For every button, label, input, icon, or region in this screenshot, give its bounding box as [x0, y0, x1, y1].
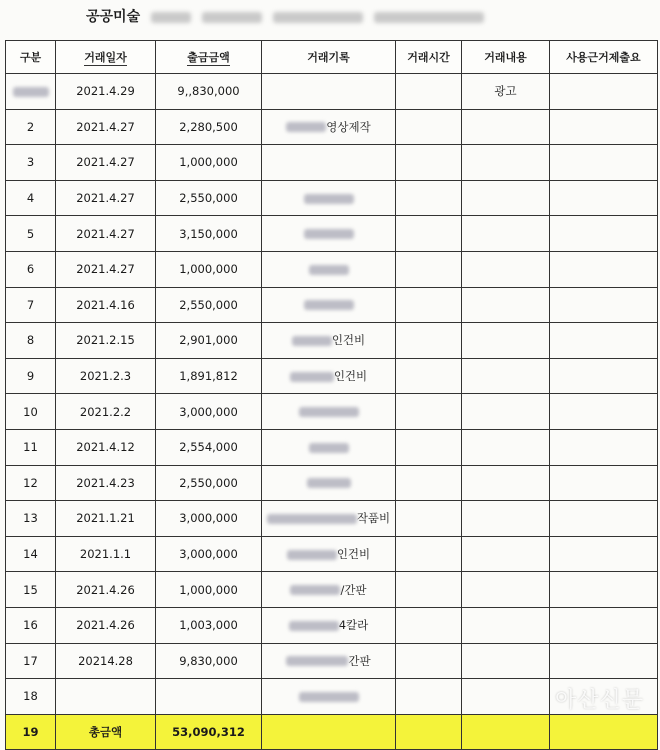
date-text: 2021.4.23	[76, 475, 135, 490]
total-empty-cell	[550, 714, 658, 750]
record-text: 작품비	[356, 511, 391, 526]
date-text: 2021.4.27	[76, 155, 135, 170]
cell-date	[56, 572, 156, 608]
cell-content	[462, 501, 550, 537]
redacted-value	[304, 300, 354, 310]
date-text: 2021.4.12	[76, 440, 135, 455]
no-text: 2	[26, 119, 35, 134]
cell-no	[6, 74, 56, 110]
header-date: 거래일자	[56, 41, 156, 74]
header-no: 구분	[6, 41, 56, 74]
no-text: 16	[23, 618, 38, 633]
cell-date	[56, 465, 156, 501]
amount-text: 9,,830,000	[177, 84, 240, 99]
cell-record	[262, 536, 396, 572]
cell-record	[262, 323, 396, 359]
cell-amount	[156, 429, 262, 465]
cell-amount	[156, 643, 262, 679]
table-row	[6, 145, 658, 181]
amount-text: 3,000,000	[179, 547, 238, 562]
cell-basis	[550, 394, 658, 430]
cell-date	[56, 429, 156, 465]
redacted-title-part	[374, 12, 484, 23]
content-text: 광고	[494, 84, 517, 99]
redacted-value	[299, 407, 359, 417]
amount-text: 3,000,000	[179, 404, 238, 419]
cell-date	[56, 536, 156, 572]
cell-record	[262, 501, 396, 537]
amount-text: 2,550,000	[179, 191, 238, 206]
cell-record	[262, 74, 396, 110]
cell-basis	[550, 358, 658, 394]
expense-ledger-table	[5, 40, 658, 750]
cell-date	[56, 679, 156, 715]
watermark: 아산신문	[554, 688, 644, 713]
redacted-value	[13, 87, 49, 97]
cell-basis	[550, 572, 658, 608]
record-text: /간판	[340, 582, 367, 597]
table-row	[6, 323, 658, 359]
amount-text: 3,150,000	[179, 226, 238, 241]
cell-date	[56, 145, 156, 181]
cell-amount	[156, 394, 262, 430]
date-text: 2021.4.26	[76, 582, 135, 597]
no-text: 4	[26, 191, 35, 206]
cell-record	[262, 572, 396, 608]
header-record: 거래기록	[262, 41, 396, 74]
cell-time	[396, 145, 462, 181]
cell-time	[396, 74, 462, 110]
cell-no	[6, 180, 56, 216]
table-row	[6, 74, 658, 110]
redacted-value	[289, 621, 339, 631]
cell-no	[6, 501, 56, 537]
cell-no	[6, 109, 56, 145]
header-content: 거래내용	[462, 41, 550, 74]
redacted-title-part	[151, 12, 191, 23]
table-row	[6, 216, 658, 252]
date-text: 2021.4.27	[76, 119, 135, 134]
cell-time	[396, 679, 462, 715]
header-row	[6, 41, 658, 74]
cell-time	[396, 216, 462, 252]
cell-time	[396, 643, 462, 679]
cell-amount	[156, 287, 262, 323]
cell-content	[462, 180, 550, 216]
cell-amount	[156, 572, 262, 608]
cell-record	[262, 394, 396, 430]
cell-basis	[550, 429, 658, 465]
cell-date	[56, 358, 156, 394]
no-text: 9	[26, 369, 35, 384]
redacted-value	[286, 656, 348, 666]
cell-no	[6, 572, 56, 608]
cell-date	[56, 216, 156, 252]
table-row	[6, 643, 658, 679]
total-empty-cell	[396, 714, 462, 750]
redacted-value	[287, 550, 337, 560]
record-text: 인건비	[333, 369, 368, 384]
cell-record	[262, 465, 396, 501]
no-text: 10	[23, 404, 38, 419]
amount-text: 2,550,000	[179, 475, 238, 490]
redacted-title-part	[202, 12, 262, 23]
cell-record	[262, 287, 396, 323]
total-amount: 53,090,312	[156, 714, 262, 750]
cell-content	[462, 643, 550, 679]
cell-record	[262, 109, 396, 145]
table-row	[6, 394, 658, 430]
amount-text: 2,280,500	[179, 119, 238, 134]
amount-text: 1,000,000	[179, 155, 238, 170]
cell-content	[462, 251, 550, 287]
record-text: 4칼라	[338, 618, 369, 633]
cell-no	[6, 679, 56, 715]
cell-no	[6, 216, 56, 252]
no-text: 6	[26, 262, 35, 277]
amount-text: 2,901,000	[179, 333, 238, 348]
cell-amount	[156, 323, 262, 359]
date-text: 2021.4.29	[76, 84, 135, 99]
cell-time	[396, 287, 462, 323]
redacted-title-part	[273, 12, 363, 23]
cell-basis	[550, 501, 658, 537]
amount-text: 3,000,000	[179, 511, 238, 526]
header-amount: 출금금액	[156, 41, 262, 74]
redacted-value	[267, 514, 357, 524]
cell-time	[396, 429, 462, 465]
cell-basis	[550, 74, 658, 110]
cell-date	[56, 180, 156, 216]
cell-record	[262, 607, 396, 643]
cell-content	[462, 607, 550, 643]
cell-amount	[156, 251, 262, 287]
cell-content	[462, 358, 550, 394]
cell-amount	[156, 145, 262, 181]
table-row	[6, 607, 658, 643]
cell-no	[6, 643, 56, 679]
amount-text: 9,830,000	[179, 653, 238, 668]
total-empty-cell	[262, 714, 396, 750]
table-row	[6, 109, 658, 145]
cell-time	[396, 607, 462, 643]
no-text: 11	[23, 440, 38, 455]
cell-amount	[156, 607, 262, 643]
no-text: 18	[23, 689, 38, 704]
cell-basis	[550, 180, 658, 216]
date-text: 2021.4.16	[76, 297, 135, 312]
cell-time	[396, 358, 462, 394]
cell-amount	[156, 679, 262, 715]
no-text: 12	[23, 475, 38, 490]
table-row	[6, 429, 658, 465]
table-row	[6, 536, 658, 572]
ledger-body	[6, 74, 658, 750]
cell-no	[6, 465, 56, 501]
no-text: 7	[26, 297, 35, 312]
cell-time	[396, 394, 462, 430]
cell-basis	[550, 607, 658, 643]
redacted-value	[304, 194, 354, 204]
cell-no	[6, 145, 56, 181]
cell-content	[462, 536, 550, 572]
amount-text: 2,550,000	[179, 297, 238, 312]
amount-text: 1,003,000	[179, 618, 238, 633]
cell-date	[56, 251, 156, 287]
cell-content	[462, 109, 550, 145]
cell-time	[396, 109, 462, 145]
cell-date	[56, 323, 156, 359]
header-basis: 사용근거제출요	[550, 41, 658, 74]
amount-text: 1,000,000	[179, 262, 238, 277]
date-text: 2021.2.3	[79, 369, 132, 384]
cell-time	[396, 465, 462, 501]
date-text: 2021.4.27	[76, 191, 135, 206]
table-row	[6, 251, 658, 287]
cell-content	[462, 465, 550, 501]
cell-record	[262, 679, 396, 715]
redacted-value	[309, 443, 349, 453]
redacted-value	[286, 122, 326, 132]
cell-content	[462, 394, 550, 430]
cell-basis	[550, 465, 658, 501]
cell-record	[262, 251, 396, 287]
date-text: 2021.4.26	[76, 618, 135, 633]
cell-amount	[156, 216, 262, 252]
date-text: 2021.2.15	[76, 333, 135, 348]
cell-basis	[550, 251, 658, 287]
cell-no	[6, 287, 56, 323]
redacted-value	[309, 265, 349, 275]
cell-no	[6, 323, 56, 359]
cell-basis	[550, 287, 658, 323]
cell-record	[262, 180, 396, 216]
cell-no	[6, 429, 56, 465]
record-text: 인건비	[336, 547, 371, 562]
cell-content	[462, 572, 550, 608]
amount-text: 1,000,000	[179, 582, 238, 597]
cell-basis	[550, 109, 658, 145]
cell-content	[462, 216, 550, 252]
amount-text: 1,891,812	[179, 369, 238, 384]
table-row	[6, 572, 658, 608]
cell-basis	[550, 323, 658, 359]
cell-content	[462, 323, 550, 359]
date-text: 20214.28	[78, 653, 133, 668]
cell-record	[262, 429, 396, 465]
cell-no	[6, 536, 56, 572]
redacted-value	[304, 229, 354, 239]
date-text: 2021.4.27	[76, 262, 135, 277]
redacted-value	[290, 585, 340, 595]
cell-date	[56, 607, 156, 643]
total-empty-cell	[462, 714, 550, 750]
cell-basis	[550, 536, 658, 572]
total-no: 19	[6, 714, 56, 750]
document-title	[86, 6, 484, 28]
header-time: 거래시간	[396, 41, 462, 74]
no-text: 17	[23, 653, 38, 668]
cell-date	[56, 74, 156, 110]
cell-date	[56, 643, 156, 679]
cell-amount	[156, 465, 262, 501]
cell-no	[6, 394, 56, 430]
no-text: 15	[23, 582, 38, 597]
table-row	[6, 501, 658, 537]
cell-content	[462, 145, 550, 181]
date-text: 2021.2.2	[79, 404, 132, 419]
cell-amount	[156, 74, 262, 110]
cell-amount	[156, 358, 262, 394]
cell-content	[462, 74, 550, 110]
no-text: 8	[26, 333, 35, 348]
cell-time	[396, 323, 462, 359]
record-text: 인건비	[331, 333, 366, 348]
cell-amount	[156, 501, 262, 537]
date-text: 2021.1.21	[76, 511, 135, 526]
cell-amount	[156, 536, 262, 572]
cell-date	[56, 394, 156, 430]
cell-date	[56, 501, 156, 537]
no-text: 14	[23, 547, 38, 562]
table-row	[6, 465, 658, 501]
record-text: 간판	[348, 653, 371, 668]
redacted-value	[292, 336, 332, 346]
cell-no	[6, 251, 56, 287]
redacted-value	[307, 478, 351, 488]
cell-basis	[550, 145, 658, 181]
cell-content	[462, 679, 550, 715]
amount-text: 2,554,000	[179, 440, 238, 455]
cell-no	[6, 358, 56, 394]
cell-no	[6, 607, 56, 643]
cell-time	[396, 536, 462, 572]
cell-record	[262, 145, 396, 181]
cell-amount	[156, 180, 262, 216]
table-row	[6, 180, 658, 216]
cell-content	[462, 287, 550, 323]
total-label: 총금액	[56, 714, 156, 750]
no-text: 3	[26, 155, 35, 170]
cell-time	[396, 572, 462, 608]
title-text: 공공미술	[86, 9, 141, 25]
cell-record	[262, 216, 396, 252]
table-row	[6, 358, 658, 394]
redacted-value	[299, 692, 359, 702]
no-text: 5	[26, 226, 35, 241]
cell-basis	[550, 643, 658, 679]
cell-record	[262, 643, 396, 679]
date-text: 2021.1.1	[79, 547, 132, 562]
no-text: 13	[23, 511, 38, 526]
record-text: 영상제작	[326, 119, 371, 134]
cell-time	[396, 501, 462, 537]
cell-amount	[156, 109, 262, 145]
cell-time	[396, 251, 462, 287]
redacted-value	[290, 372, 334, 382]
table-row	[6, 287, 658, 323]
cell-date	[56, 287, 156, 323]
cell-content	[462, 429, 550, 465]
cell-time	[396, 180, 462, 216]
date-text: 2021.4.27	[76, 226, 135, 241]
cell-basis	[550, 216, 658, 252]
cell-record	[262, 358, 396, 394]
total-row	[6, 714, 658, 750]
cell-date	[56, 109, 156, 145]
